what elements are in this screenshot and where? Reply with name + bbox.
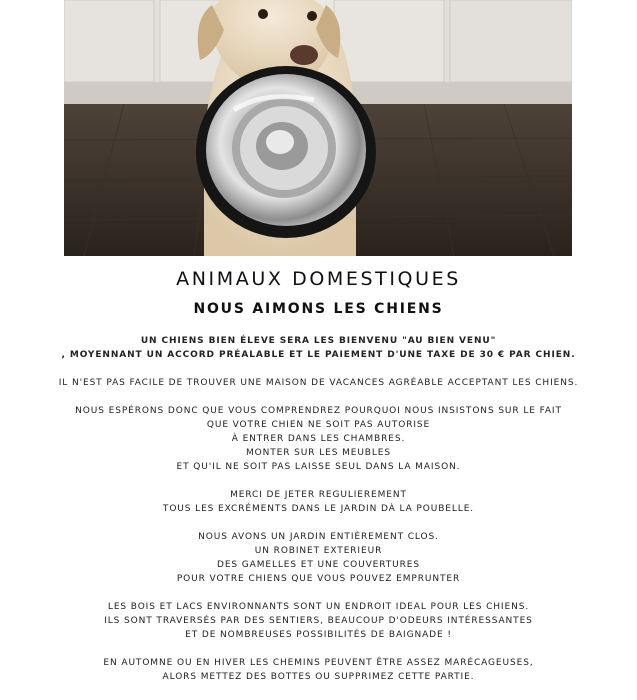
- text-line: ILS SONT TRAVERSÉS PAR DES SENTIERS, BEAUCOUP D'ODEURS INTÉRESSANTES: [104, 616, 533, 626]
- text-line: NOUS AVONS UN JARDIN ENTIÈREMENT CLOS.: [198, 532, 439, 542]
- text-line: MERCI DE JETER REGULIEREMENT: [230, 490, 407, 500]
- paragraph: [0, 404, 637, 474]
- intro-paragraph: [0, 334, 637, 362]
- text-line: TOUS LES EXCRÉMENTS DANS LE JARDIN DÀ LA POUBELLE.: [162, 504, 475, 514]
- text-line: À ENTRER DANS LES CHAMBRES.: [231, 434, 406, 444]
- text-line: UN ROBINET EXTERIEUR: [254, 546, 383, 556]
- page-subtitle: NOUS AIMONS LES CHIENS: [193, 301, 444, 317]
- dog-bowl-photo: [64, 0, 572, 256]
- page-title: ANIMAUX DOMESTIQUES: [176, 268, 461, 290]
- text-line: IL N'EST PAS FACILE DE TROUVER UNE MAISON DE VACANCES AGRÉABLE ACCEPTANT LES CHIENS.: [58, 378, 579, 388]
- paragraph: [0, 656, 637, 684]
- text-line: ET DE NOMBREUSES POSSIBILITÉS DE BAIGNADE !: [185, 630, 452, 640]
- paragraph: [0, 376, 637, 390]
- text-line: ET QU'IL NE SOIT PAS LAISSE SEUL DANS LA MAISON.: [176, 462, 461, 472]
- text-line: UN CHIENS BIEN ÉLEVE SERA LES BIENVENU "AU BIEN VENU": [140, 336, 497, 346]
- paragraph: [0, 530, 637, 586]
- text-line: POUR VOTRE CHIENS QUE VOUS POUVEZ EMPRUNTER: [176, 574, 461, 584]
- paragraph: [0, 600, 637, 642]
- text-line: NOUS ESPÉRONS DONC QUE VOUS COMPRENDREZ POURQUOI NOUS INSISTONS SUR LE FAIT: [75, 406, 562, 416]
- text-line: LES BOIS ET LACS ENVIRONNANTS SONT UN ENDROIT IDEAL POUR LES CHIENS.: [107, 602, 530, 612]
- text-line: QUE VOTRE CHIEN NE SOIT PAS AUTORISE: [206, 420, 431, 430]
- text-line: EN AUTOMNE OU EN HIVER LES CHEMINS PEUVENT ÊTRE ASSEZ MARÉCAGEUSES,: [103, 658, 534, 668]
- paragraph: [0, 488, 637, 516]
- text-line: DES GAMELLES ET UNE COUVERTURES: [216, 560, 420, 570]
- text-line: ALORS METTEZ DES BOTTES OU SUPPRIMEZ CETTE PARTIE.: [162, 672, 475, 682]
- text-line: , MOYENNANT UN ACCORD PRÉALABLE ET LE PAIEMENT D'UNE TAXE DE 30 € PAR CHIEN.: [61, 350, 576, 360]
- rules-text: [0, 334, 637, 698]
- text-line: MONTER SUR LES MEUBLES: [246, 448, 391, 458]
